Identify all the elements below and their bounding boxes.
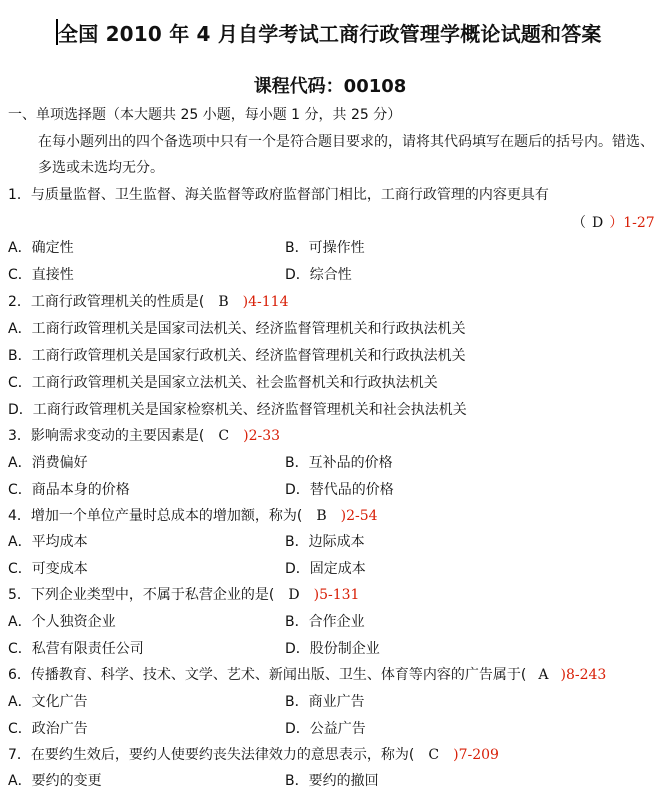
question-4-option-c: C．可变成本 [8,561,88,577]
question-2-option-b: B．工商行政管理机关是国家行政机关、经济监督管理机关和行政执法机关 [8,348,466,364]
question-2-option-c: C．工商行政管理机关是国家立法机关、社会监督机关和行政执法机关 [8,375,438,391]
question-2-answer: B [218,294,229,310]
question-2-stem: 2．工商行政管理机关的性质是( [8,294,205,310]
question-6-line [8,664,606,684]
question-4-reference: 2-54 [346,508,378,524]
question-5-option-c: C．私营有限责任公司 [8,641,144,657]
document-title: 全国 2010 年 4 月自学考试工商行政管理学概论试题和答案 [58,22,602,46]
course-code: 课程代码：00108 [253,76,407,97]
question-3-stem: 3．影响需求变动的主要因素是( [8,428,205,444]
question-1-answer: D [592,215,604,231]
question-5-option-d: D．股份制企业 [285,641,380,657]
question-6-option-b: B．商业广告 [285,694,365,710]
question-2-line [8,291,289,311]
question-5-stem: 5．下列企业类型中，不属于私营企业的是( [8,587,275,603]
question-3-answer: C [218,428,230,444]
question-2-reference: 4-114 [248,294,289,310]
question-4-option-a: A．平均成本 [8,534,88,550]
instruction-line-2: 多选或未选均无分。 [38,160,164,176]
question-1-option-a: A．确定性 [8,240,74,256]
answer-close-paren: ) [453,747,459,763]
question-6-option-c: C．政治广告 [8,721,88,737]
question-5-option-b: B．合作企业 [285,614,365,630]
question-4-line [8,505,378,525]
question-7-reference: 7-209 [458,747,499,763]
question-4-stem: 4．增加一个单位产量时总成本的增加额，称为( [8,508,303,524]
question-3-line [8,425,280,445]
question-4-option-d: D．固定成本 [285,561,366,577]
question-6-stem: 6．传播教育、科学、技术、文学、艺术、新闻出版、卫生、体育等内容的广告属于( [8,667,527,683]
question-6-reference: 8-243 [565,667,607,683]
question-3-reference: 2-33 [248,428,281,444]
question-3-option-b: B．互补品的价格 [285,455,393,471]
question-7-stem: 7．在要约生效后，要约人使要约丧失法律效力的意思表示，称为( [8,747,415,763]
question-7-option-a: A．要约的变更 [8,773,102,789]
question-1-stem: 1．与质量监督、卫生监督、海关监督等政府监督部门相比，工商行政管理的内容更具有 [8,187,549,203]
question-7-line [8,744,499,764]
answer-close-paren: ) [313,587,320,603]
question-5-option-a: A．个人独资企业 [8,614,116,630]
question-6-option-a: A．文化广告 [8,694,88,710]
question-3-option-c: C．商品本身的价格 [8,482,130,498]
question-3-option-d: D．替代品的价格 [285,482,394,498]
question-3-option-a: A．消费偏好 [8,455,88,471]
question-2-option-d: D．工商行政管理机关是国家检察机关、经济监督管理机关和社会执法机关 [8,402,467,418]
answer-close-paren: ) [242,294,249,310]
question-7-option-b: B．要约的撤回 [285,773,379,789]
question-1-option-c: C．直接性 [8,267,74,283]
answer-close-paren: ） [609,215,624,231]
instruction-line-1: 在每小题列出的四个备选项中只有一个是符合题目要求的，请将其代码填写在题后的括号内。错选、 [38,134,654,150]
question-2-option-a: A．工商行政管理机关是国家司法机关、经济监督管理机关和行政执法机关 [8,321,466,337]
question-4-option-b: B．边际成本 [285,534,365,550]
question-5-reference: 5-131 [319,587,360,603]
question-6-option-d: D．公益广告 [285,721,366,737]
section-heading: 一、单项选择题（本大题共 25 小题，每小题 1 分，共 25 分） [8,107,402,123]
question-1-answer-line [572,212,655,232]
question-1-option-d: D．综合性 [285,267,352,283]
question-4-answer: B [316,508,327,524]
answer-close-paren: ) [340,508,347,524]
question-1-option-b: B．可操作性 [285,240,365,256]
question-6-answer: A [538,667,549,683]
question-7-answer: C [428,747,440,763]
answer-close-paren: ) [560,667,566,683]
answer-close-paren: ) [243,428,249,444]
answer-open-paren: （ [572,215,586,231]
question-5-answer: D [288,587,300,603]
question-5-line [8,584,359,604]
question-1-reference: 1-27 [623,215,655,231]
